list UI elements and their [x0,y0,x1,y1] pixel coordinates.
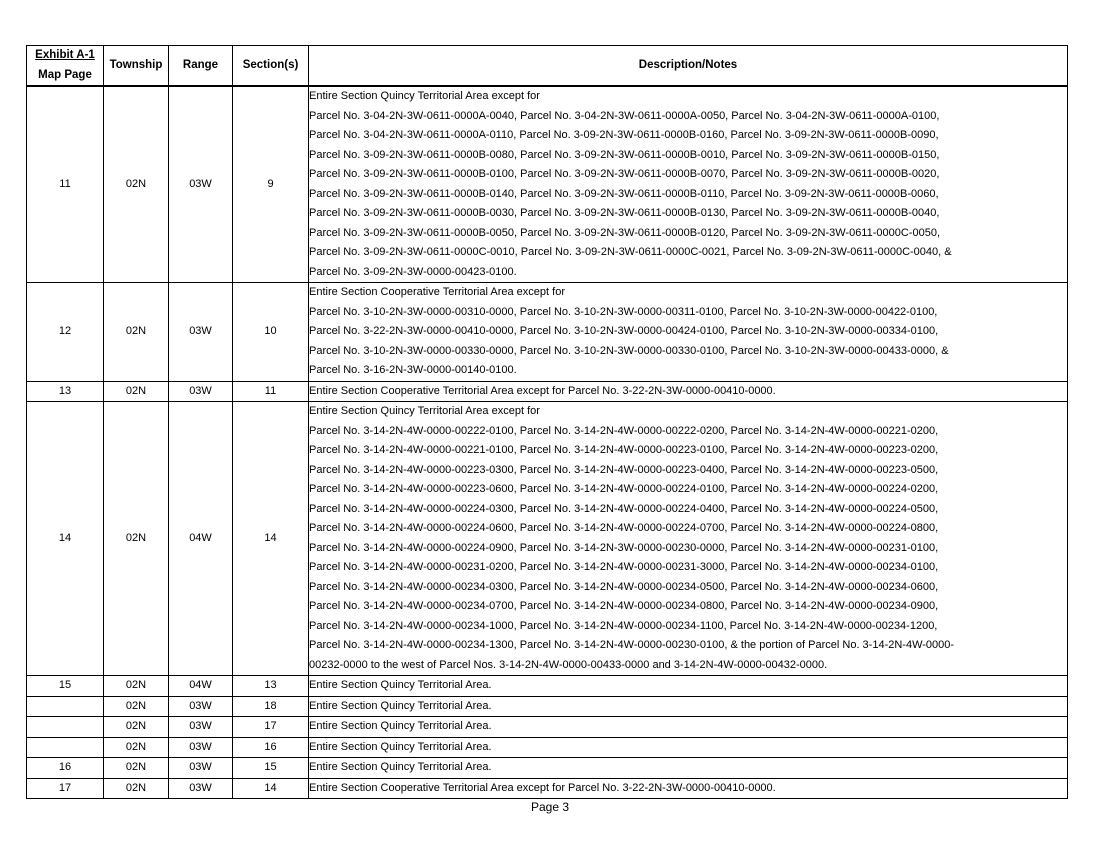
township-cell: 02N [104,381,169,402]
table-row [27,283,1068,382]
header-row [27,46,1068,87]
description-line: Parcel No. 3-04-2N-3W-0611-0000A-0110, Parcel No. 3-09-2N-3W-0611-0000B-0160, Parcel No. 3-09-2N-3W-0611-0000B-0090, [309,129,939,141]
description-line: Parcel No. 3-14-2N-4W-0000-00234-1000, Parcel No. 3-14-2N-4W-0000-00234-1100, Parcel No. 3-14-2N-4W-0000-00234-1200, [309,619,938,632]
description-cell [309,717,1068,738]
table-row [27,696,1068,717]
map-page-cell: 12 [27,283,104,382]
description-line: Entire Section Cooperative Territorial Area except for Parcel No. 3-22-2N-3W-0000-00410-0000. [309,384,776,397]
description-cell [309,778,1068,799]
section-cell: 14 [233,402,309,676]
description-line: Entire Section Quincy Territorial Area except for [309,90,540,102]
description-line: Parcel No. 3-10-2N-3W-0000-00330-0000, Parcel No. 3-10-2N-3W-0000-00330-0100, Parcel No. 3-10-2N-3W-0000-00433-0000, & [309,344,949,357]
range-cell: 03W [169,381,233,402]
description-line: Parcel No. 3-14-2N-4W-0000-00223-0600, Parcel No. 3-14-2N-4W-0000-00224-0100, Parcel No. 3-14-2N-4W-0000-00224-0200, [309,483,939,495]
description-line: Parcel No. 3-22-2N-3W-0000-00410-0000, Parcel No. 3-10-2N-3W-0000-00424-0100, Parcel No. 3-10-2N-3W-0000-00334-0100, [309,325,939,337]
description-line: Parcel No. 3-09-2N-3W-0611-0000B-0030, Parcel No. 3-09-2N-3W-0611-0000B-0130, Parcel No. 3-09-2N-3W-0611-0000B-0040, [309,207,940,219]
table-row [27,676,1068,697]
township-cell: 02N [104,86,169,283]
range-cell: 03W [169,283,233,382]
sections-header: Section(s) [233,46,309,87]
range-cell: 03W [169,717,233,738]
township-cell: 02N [104,283,169,382]
section-cell: 17 [233,717,309,738]
section-cell: 9 [233,86,309,283]
description-cell [309,86,1068,283]
range-cell: 04W [169,676,233,697]
description-line: Entire Section Quincy Territorial Area. [309,761,492,773]
description-line: Entire Section Quincy Territorial Area. [309,699,492,712]
section-cell: 14 [233,778,309,799]
description-line: Parcel No. 3-09-2N-3W-0611-0000B-0080, Parcel No. 3-09-2N-3W-0611-0000B-0010, Parcel No. 3-09-2N-3W-0611-0000B-0150, [309,148,940,161]
description-line: Entire Section Quincy Territorial Area. [309,720,492,732]
description-line: 00232-0000 to the west of Parcel Nos. 3-14-2N-4W-0000-00433-0000 and 3-14-2N-4W-0000-00432-0000. [309,658,828,671]
township-cell: 02N [104,737,169,758]
township-cell: 02N [104,676,169,697]
township-cell: 02N [104,717,169,738]
description-cell [309,696,1068,717]
description-line: Parcel No. 3-09-2N-3W-0611-0000B-0100, Parcel No. 3-09-2N-3W-0611-0000B-0070, Parcel No. 3-09-2N-3W-0611-0000B-0020, [309,168,940,180]
description-line: Parcel No. 3-10-2N-3W-0000-00310-0000, Parcel No. 3-10-2N-3W-0000-00311-0100, Parcel No. 3-10-2N-3W-0000-00422-0100, [309,305,938,318]
description-line: Entire Section Quincy Territorial Area except for [309,405,540,417]
description-line: Parcel No. 3-14-2N-4W-0000-00234-0300, Parcel No. 3-14-2N-4W-0000-00234-0500, Parcel No. 3-14-2N-4W-0000-00234-0600, [309,580,939,593]
description-line: Parcel No. 3-09-2N-3W-0611-0000B-0050, Parcel No. 3-09-2N-3W-0611-0000B-0120, Parcel No. 3-09-2N-3W-0611-0000C-0050, [309,226,940,239]
description-line: Parcel No. 3-14-2N-4W-0000-00231-0200, Parcel No. 3-14-2N-4W-0000-00231-3000, Parcel No. 3-14-2N-4W-0000-00234-0100, [309,561,939,573]
range-cell: 03W [169,758,233,779]
description-line: Parcel No. 3-14-2N-4W-0000-00224-0600, Parcel No. 3-14-2N-4W-0000-00224-0700, Parcel No. 3-14-2N-4W-0000-00224-0800, [309,522,939,534]
map-page-cell: 13 [27,381,104,402]
description-header: Description/Notes [309,46,1068,87]
section-cell: 15 [233,758,309,779]
description-line: Entire Section Quincy Territorial Area. [309,679,492,691]
map-page-cell [27,737,104,758]
description-line: Parcel No. 3-14-2N-4W-0000-00234-0700, Parcel No. 3-14-2N-4W-0000-00234-0800, Parcel No. 3-14-2N-4W-0000-00234-0900, [309,600,939,612]
map-page-cell: 15 [27,676,104,697]
description-line: Parcel No. 3-14-2N-4W-0000-00222-0100, Parcel No. 3-14-2N-4W-0000-00222-0200, Parcel No. 3-14-2N-4W-0000-00221-0200, [309,424,939,437]
description-line: Parcel No. 3-09-2N-3W-0611-0000B-0140, Parcel No. 3-09-2N-3W-0611-0000B-0110, Parcel No. 3-09-2N-3W-0611-0000B-0060, [309,187,939,200]
township-cell: 02N [104,778,169,799]
description-line: Parcel No. 3-09-2N-3W-0000-00423-0100. [309,265,517,278]
table-row [27,86,1068,283]
description-line: Parcel No. 3-14-2N-4W-0000-00221-0100, Parcel No. 3-14-2N-4W-0000-00223-0100, Parcel No. 3-14-2N-4W-0000-00223-0200, [309,444,939,456]
table-body [27,86,1068,799]
description-line: Parcel No. 3-16-2N-3W-0000-00140-0100. [309,364,517,376]
description-line: Entire Section Quincy Territorial Area. [309,740,492,753]
map-page-cell: 16 [27,758,104,779]
description-line: Parcel No. 3-14-2N-4W-0000-00224-0900, Parcel No. 3-14-2N-3W-0000-00230-0000, Parcel No. 3-14-2N-4W-0000-00231-0100, [309,541,939,554]
map-page-cell [27,696,104,717]
description-line: Parcel No. 3-14-2N-4W-0000-00223-0300, Parcel No. 3-14-2N-4W-0000-00223-0400, Parcel No. 3-14-2N-4W-0000-00223-0500, [309,463,939,476]
range-cell: 03W [169,86,233,283]
map-page-cell: 14 [27,402,104,676]
section-cell: 13 [233,676,309,697]
map-page-label: Map Page [38,68,92,81]
township-cell: 02N [104,402,169,676]
range-cell: 03W [169,737,233,758]
table-row [27,402,1068,676]
range-cell: 03W [169,778,233,799]
range-cell: 04W [169,402,233,676]
description-line: Entire Section Cooperative Territorial Area except for Parcel No. 3-22-2N-3W-0000-00410-0000. [309,781,776,794]
township-cell: 02N [104,758,169,779]
page-number: Page 3 [530,800,570,814]
table-row [27,758,1068,779]
description-line: Parcel No. 3-04-2N-3W-0611-0000A-0040, Parcel No. 3-04-2N-3W-0611-0000A-0050, Parcel No. 3-04-2N-3W-0611-0000A-0100, [309,109,940,122]
description-line: Parcel No. 3-09-2N-3W-0611-0000C-0010, Parcel No. 3-09-2N-3W-0611-0000C-0021, Parcel No. 3-09-2N-3W-0611-0000C-0040, & [309,246,952,258]
description-line: Entire Section Cooperative Territorial Area except for [309,286,565,298]
range-header: Range [169,46,233,87]
section-cell: 18 [233,696,309,717]
map-page-header [27,46,104,87]
description-cell [309,381,1068,402]
table-row [27,717,1068,738]
table-row [27,381,1068,402]
township-header: Township [104,46,169,87]
map-page-cell: 17 [27,778,104,799]
description-cell [309,402,1068,676]
table-row [27,737,1068,758]
map-page-cell: 11 [27,86,104,283]
description-line: Parcel No. 3-14-2N-4W-0000-00224-0300, Parcel No. 3-14-2N-4W-0000-00224-0400, Parcel No. 3-14-2N-4W-0000-00224-0500, [309,502,939,515]
description-line: Parcel No. 3-14-2N-4W-0000-00234-1300, Parcel No. 3-14-2N-4W-0000-00230-0100, & the portion of Parcel No. 3-14-2N-4W-0000- [309,639,955,651]
section-cell: 11 [233,381,309,402]
description-cell [309,676,1068,697]
description-cell [309,737,1068,758]
exhibit-table [26,45,1068,799]
table-row [27,778,1068,799]
section-cell: 16 [233,737,309,758]
township-cell: 02N [104,696,169,717]
description-cell [309,283,1068,382]
description-cell [309,758,1068,779]
section-cell: 10 [233,283,309,382]
range-cell: 03W [169,696,233,717]
exhibit-label: Exhibit A-1 [35,49,95,61]
map-page-cell [27,717,104,738]
